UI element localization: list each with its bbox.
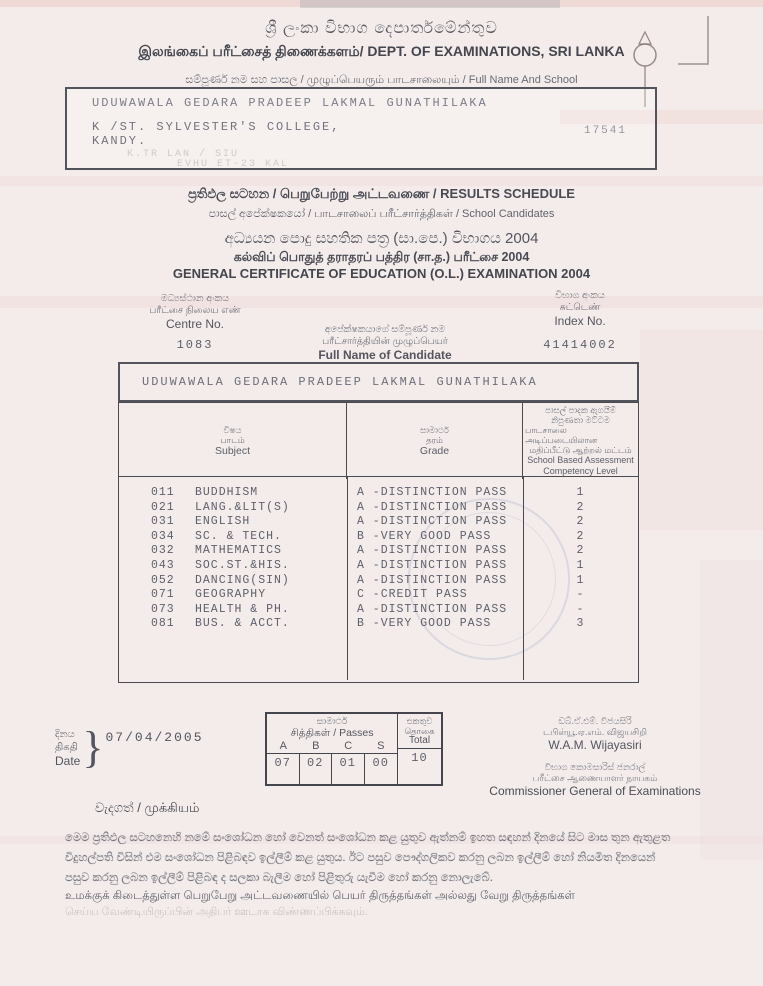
fullname-label-tamil: பரீட்சார்த்தியின் முழுப்பெயர்	[322, 336, 448, 347]
subject-header-sinhala: විෂය	[223, 425, 242, 435]
table-row	[119, 515, 638, 530]
subject-code: 031	[151, 515, 175, 529]
passes-count-c: 01	[332, 754, 365, 784]
date-label-english: Date	[55, 753, 81, 768]
passes-values	[267, 754, 397, 784]
date-brace: }	[82, 723, 104, 772]
important-heading: වැදගත් / முக்கியம்	[95, 800, 200, 815]
grade-value: A -DISTINCTION PASS	[357, 515, 508, 529]
total-label-tamil: தொகை	[404, 726, 435, 736]
subject-name: SC. & TECH.	[195, 529, 282, 543]
competency-level: 3	[576, 617, 585, 631]
index-label-sinhala: විභාග අංකය	[555, 290, 605, 301]
subject-code: 032	[151, 544, 175, 558]
table-row	[119, 501, 638, 516]
grade-value: A -DISTINCTION PASS	[357, 486, 508, 499]
important-tamil-line1: உமக்குக் கிடைத்துள்ள பெறுபேறு அட்டவணையில் பெயர் திருத்தங்கள் அல்லது வேறு திருத்தங்கள்	[65, 890, 575, 902]
sba-header-sinhala2: නිපුණතා මට්ටම	[551, 415, 610, 425]
exam-title-english: GENERAL CERTIFICATE OF EDUCATION (O.L.) EXAMINATION 2004	[172, 266, 591, 281]
results-schedule-title: ප්‍රතිඵල සටහන / பெறுபேற்று அட்டவணை / RESULTS SCHEDULE	[188, 186, 575, 201]
date-label-tamil: திகதி	[55, 741, 78, 753]
signatory-title-english: Commissioner General of Examinations	[489, 784, 701, 798]
competency-level: -	[576, 602, 585, 616]
passes-count-s: 00	[372, 756, 389, 770]
competency-level: 2	[576, 544, 585, 558]
candidate-name-box	[118, 362, 639, 402]
important-sinhala-line2: විදුහල්පති විසින් එම සංශෝධන පිළිබඳව ඉල්ලීම් කළ යුතුය. ඊට පසුව පෞද්ගලිකව කරනු ලබන ඉල්ලීම් හෝ නියමිත දිනයෙන්	[65, 852, 656, 864]
index-no-labels	[500, 290, 660, 328]
total-header	[398, 714, 441, 749]
date-value: 07/04/2005	[105, 730, 204, 745]
competency-level: 2	[576, 529, 585, 543]
full-name-labels	[290, 324, 480, 362]
total-label-english: Total	[408, 735, 431, 746]
school-city-line: KANDY.	[92, 134, 148, 148]
index-label-english: Index No.	[554, 314, 606, 328]
index-no-value: 41414002	[543, 338, 617, 352]
name-school-label: සම්පූර්ණ නම සහ පාසල / முழுப்பெயரும் பாடசாலையும் / Full Name And School	[185, 74, 578, 86]
passes-count-b: 02	[300, 754, 333, 784]
department-title-tamil-english: இலங்கைப் பரீட்சைத் திணைக்களம்/ DEPT. OF EXAMINATIONS, SRI LANKA	[138, 43, 625, 59]
index-label-tamil: சுட்டெண்	[559, 302, 601, 313]
subject-name: SOC.ST.&HIS.	[195, 558, 290, 572]
school-candidates-subtitle: පාසල් අපේක්ෂකයෝ / பாடசாலைப் பரீட்சார்த்திகள் / School Candidates	[208, 208, 555, 220]
results-table-body	[119, 477, 638, 680]
subject-code: 071	[151, 588, 175, 602]
faint-overprint-line: EVHU ET-23 KAL	[177, 159, 290, 170]
total-label-sinhala: එකතුව	[406, 716, 433, 726]
signatory-name-sinhala: ඩබ්.ඒ.එම්. විජයසිරි	[558, 716, 632, 726]
grade-header-english: Grade	[419, 445, 450, 457]
grade-value: A -DISTINCTION PASS	[357, 500, 508, 514]
fullname-label-sinhala: අපේක්ෂකයාගේ සම්පූර්ණ නම	[324, 324, 446, 335]
signature-block	[445, 716, 745, 799]
candidate-full-name: UDUWAWALA GEDARA PRADEEP LAKMAL GUNATHILAKA	[142, 375, 538, 389]
reference-number: 17541	[583, 125, 627, 137]
grade-value: A -DISTINCTION PASS	[357, 602, 508, 616]
subject-column-header	[119, 403, 347, 479]
signatory-name-english: W.A.M. Wijayasiri	[548, 738, 642, 752]
date-labels	[55, 728, 80, 768]
competency-level: 2	[576, 515, 585, 529]
passes-total-section	[398, 714, 441, 784]
school-line: K /ST. SYLVESTER'S COLLEGE,	[92, 120, 341, 134]
sba-header-english1: School Based Assessment	[527, 455, 634, 465]
competency-level: 1	[576, 558, 585, 572]
table-row	[119, 603, 638, 618]
sba-header-tamil1: பாடசாலை அடிப்படையிலான	[525, 425, 598, 445]
signatory-title-sinhala: විභාග කොමසාරිස් ජනරාල්	[544, 762, 646, 772]
table-row	[119, 559, 638, 574]
faint-overprint-line: K.TR LAN / SIU	[127, 149, 240, 160]
passes-table	[265, 712, 443, 786]
centre-no-labels	[110, 293, 280, 331]
grade-value: C -CREDIT PASS	[357, 588, 468, 602]
grade-value: A -DISTINCTION PASS	[357, 558, 508, 572]
centre-label-english: Centre No.	[165, 317, 225, 331]
subject-code: 081	[151, 617, 175, 631]
sba-header-tamil2: மதிப்பீட்டு ஆற்றல் மட்டம்	[529, 445, 632, 455]
subject-name: BUS. & ACCT.	[195, 617, 290, 631]
subject-header-english: Subject	[214, 445, 251, 457]
subject-name: ENGLISH	[195, 515, 251, 529]
subject-name: MATHEMATICS	[195, 544, 282, 558]
grade-header-tamil: தரம்	[426, 435, 443, 445]
grade-header-sinhala: සාමාර්ථ	[420, 425, 449, 435]
important-paragraph-sinhala	[65, 828, 710, 888]
passes-left-section	[267, 714, 398, 784]
subject-code: 034	[151, 529, 175, 543]
subject-name: GEOGRAPHY	[195, 588, 267, 602]
table-row	[119, 588, 638, 603]
table-vertical-rule	[523, 477, 524, 680]
scan-streak	[300, 0, 560, 8]
competency-level: 2	[576, 500, 585, 514]
subject-code: 073	[151, 602, 175, 616]
table-row	[119, 544, 638, 559]
grade-letter-s: S	[377, 740, 385, 752]
table-row	[119, 574, 638, 589]
grade-column-header	[347, 403, 523, 479]
passes-header-sinhala: සාමාර්ථ	[316, 716, 348, 726]
subject-name: DANCING(SIN)	[195, 573, 290, 587]
signature-gap	[445, 753, 745, 762]
table-row	[119, 617, 638, 632]
exam-title-tamil: கல்விப் பொதுத் தராதரப் பத்திர (சா.த.) பரீட்சை 2004	[233, 250, 530, 264]
signatory-title-tamil: பரீட்சை ஆணையாளர் நாயகம்	[532, 773, 658, 783]
total-value: 10	[411, 751, 428, 765]
grade-letter-a: A	[279, 740, 287, 752]
centre-label-sinhala: මධ්‍යස්ථාන අංකය	[160, 293, 230, 304]
grade-value: B -VERY GOOD PASS	[357, 529, 492, 543]
passes-count-a: 07	[267, 754, 300, 784]
subject-code: 052	[151, 573, 175, 587]
sba-header-sinhala1: පාසල් පාදක ඇගයීම්	[545, 405, 616, 415]
scan-streak	[700, 560, 763, 860]
grade-letter-c: C	[344, 740, 353, 752]
centre-label-tamil: பரீட்சை நிலைய எண்	[149, 305, 241, 316]
grade-value: B -VERY GOOD PASS	[357, 617, 492, 631]
signatory-name-tamil: டபிள்யூ.ஏ.எம். விஜயசிறி	[543, 727, 647, 737]
exam-title-sinhala: අධ්‍යයන පොදු සහතික පත්‍ර (සා.පෙ.) විභාගය 2004	[224, 230, 539, 247]
table-row	[119, 530, 638, 545]
grade-value: A -DISTINCTION PASS	[357, 573, 508, 587]
results-table	[118, 402, 639, 683]
competency-level: 1	[576, 486, 585, 499]
competency-level: 1	[576, 573, 585, 587]
subject-name: LANG.&LIT(S)	[195, 500, 290, 514]
subject-name: BUDDHISM	[195, 486, 259, 499]
subject-code: 043	[151, 558, 175, 572]
table-vertical-rule	[347, 477, 348, 680]
important-sinhala-line3: පසුව කරනු ලබන ඉල්ලීම් පිළිබඳ ද සලකා බැලීම හෝ පිළිතුරු යැවීම හෝ කරනු නොලැබේ.	[65, 872, 493, 884]
date-label-sinhala: දිනය	[55, 728, 75, 740]
subject-code: 021	[151, 500, 175, 514]
subject-name: HEALTH & PH.	[195, 602, 290, 616]
subject-code: 011	[151, 486, 175, 499]
grade-letter-b: B	[312, 740, 320, 752]
passes-grade-letters	[267, 739, 397, 754]
subject-header-tamil: பாடம்	[220, 435, 245, 445]
important-sinhala-line1: මෙම ප්‍රතිඵල සටහනෙහි නමේ සංශෝධන හෝ වෙනත් සංශෝධන කළ යුතුව ඇත්නම් ඉහත සඳහන් දිනයේ සිට මාස තුන ඇතුළත	[65, 832, 671, 844]
department-title-sinhala: ශ්‍රී ලංකා විභාග දෙපාර්තමේන්තුව	[265, 20, 498, 37]
sba-header-english2: Competency Level	[543, 466, 618, 476]
important-tamil-line2-faint: செய்ய வேண்டியிருப்பின் அதிபர் ஊடாக விண்ணப்பிக்கவும்.	[65, 906, 368, 918]
passes-header	[267, 714, 397, 739]
passes-header-tamil-english: சித்திகள் / Passes	[290, 727, 374, 739]
fullname-label-english: Full Name of Candidate	[318, 348, 452, 362]
date-block	[55, 722, 204, 773]
scan-streak	[640, 330, 763, 530]
centre-no-value: 1083	[176, 338, 214, 352]
name-school-box	[65, 87, 657, 170]
candidate-name-line: UDUWAWALA GEDARA PRADEEP LAKMAL GUNATHILAKA	[92, 96, 488, 110]
scan-streak	[0, 176, 763, 186]
grade-value: A -DISTINCTION PASS	[357, 544, 508, 558]
table-row	[119, 486, 638, 501]
competency-level: -	[576, 588, 585, 602]
results-table-header	[119, 403, 638, 477]
sba-column-header	[523, 403, 638, 479]
